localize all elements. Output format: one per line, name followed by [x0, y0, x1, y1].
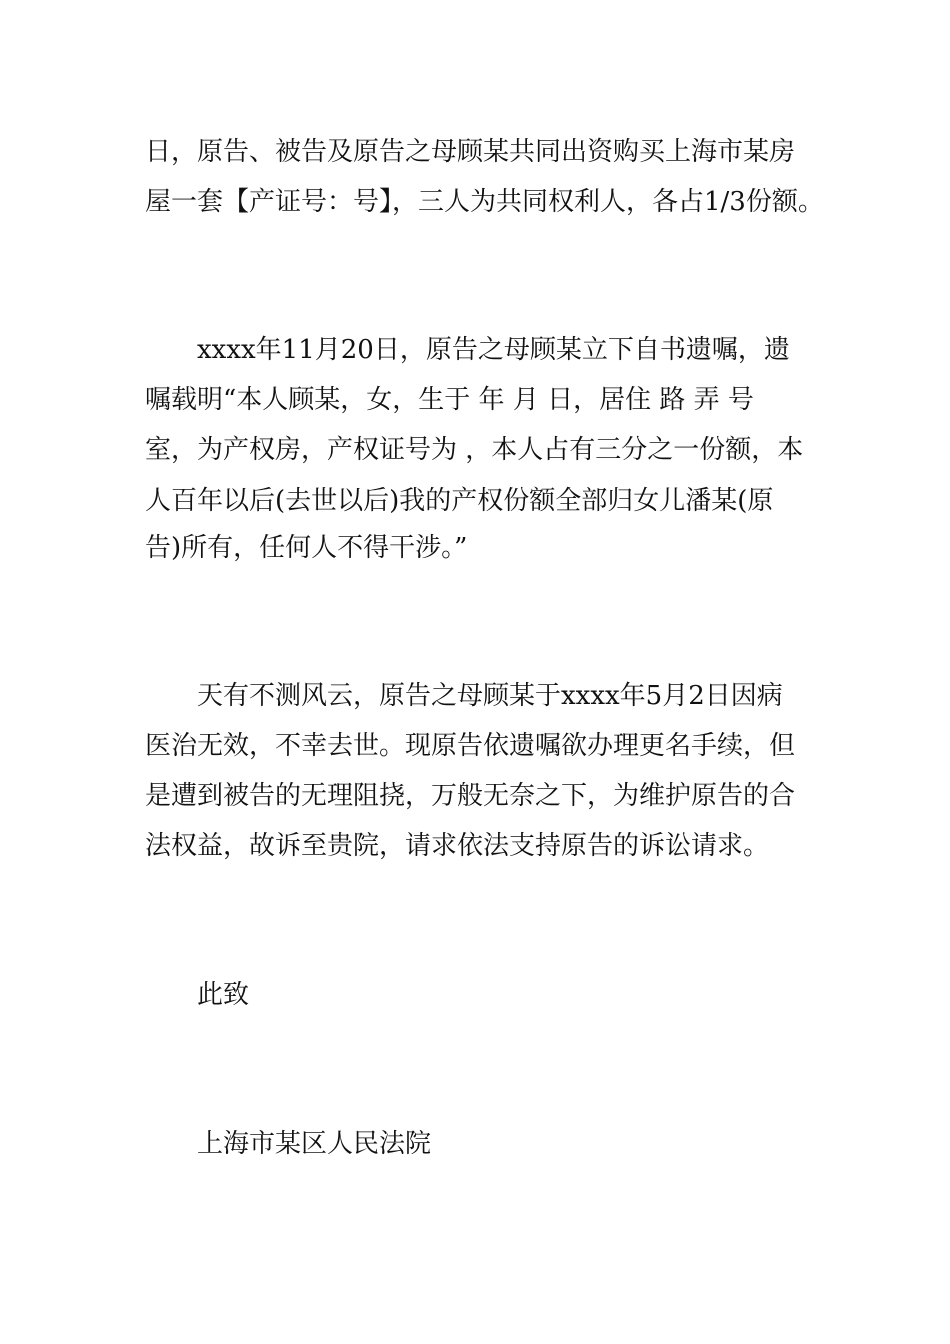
paragraph-3-line-3: 是遭到被告的无理阻挠，万般无奈之下，为维护原告的合: [145, 781, 796, 811]
paragraph-3-line-4: 法权益，故诉至贵院，请求依法支持原告的诉讼请求。: [145, 831, 770, 861]
paragraph-2-line-3: 室，为产权房，产权证号为 ，本人占有三分之一份额，本: [145, 435, 804, 465]
paragraph-2-line-1: xxxx年11月20日，原告之母顾某立下自书遗嘱，遗: [197, 335, 790, 365]
paragraph-3-line-1: 天有不测风云，原告之母顾某于xxxx年5月2日因病: [197, 681, 783, 711]
paragraph-2-line-4: 人百年以后(去世以后)我的产权份额全部归女儿潘某(原: [145, 486, 774, 516]
closing-text: 此致: [197, 980, 250, 1010]
paragraph-3-line-2: 医治无效，不幸去世。现原告依遗嘱欲办理更名手续，但: [145, 731, 796, 761]
paragraph-1-line-2: 屋一套【产证号：号】，三人为共同权利人，各占1/3份额。: [145, 187, 824, 217]
paragraph-2-line-5: 告)所有，任何人不得干涉。”: [145, 533, 468, 563]
paragraph-2-line-2: 嘱载明“本人顾某，女，生于 年 月 日，居住 路 弄 号: [145, 385, 754, 415]
paragraph-1-line-1: 日，原告、被告及原告之母顾某共同出资购买上海市某房: [145, 137, 796, 167]
recipient-court: 上海市某区人民法院: [197, 1129, 432, 1159]
